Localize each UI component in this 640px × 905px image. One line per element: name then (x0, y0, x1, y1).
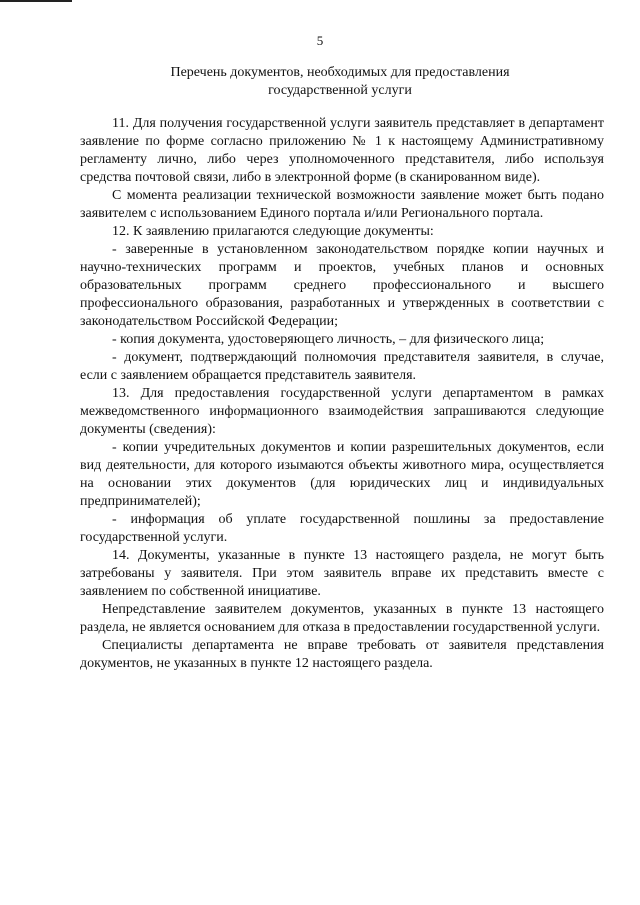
list-item-identity: - копия документа, удостоверяющего личность, – для физического лица; (112, 332, 545, 347)
paragraph-13: 13. Для предоставления государственной услуги департаментом в рамках межведомственного информационного взаимодействия запрашиваются следующие документы (сведения): (80, 386, 604, 437)
page-number: 5 (316, 33, 324, 48)
list-item-authority: - документ, подтверждающий полномочия представителя заявителя, в случае, если с заявлением обращается представитель заявителя. (80, 350, 604, 383)
section-heading (0, 64, 640, 100)
paragraph-non-submission: Непредставление заявителем документов, указанных в пункте 13 настоящего раздела, не является основанием для отказа в предоставлении государственной услуги. (80, 602, 604, 635)
list-item-state-fee: - информация об уплате государственной пошлины за предоставление государственной услуги. (80, 512, 604, 545)
paragraph-portal: С момента реализации технической возможности заявление может быть подано заявителем с использованием Единого портала и/или Регионального портала. (80, 188, 604, 221)
paragraph-11: 11. Для получения государственной услуги заявитель представляет в департамент заявление по форме согласно приложению № 1 к настоящему Административному регламенту лично, либо через уполномоченного представителя, либо используя средства почтовой связи, либо в электронной форме (в сканированном виде). (80, 116, 604, 185)
list-item-founding-docs: - копии учредительных документов и копии разрешительных документов, если вид деятельности, для которого изымаются объекты животного мира, осуществляется на основании этих документов (для юридических лиц и индивидуальных предпринимателей); (80, 440, 604, 509)
heading-line-2: государственной услуги (268, 83, 412, 98)
paragraph-14: 14. Документы, указанные в пункте 13 настоящего раздела, не могут быть затребованы у заявителя. При этом заявитель вправе их представить вместе с заявлением по собственной инициативе. (80, 548, 604, 599)
list-item-programs: - заверенные в установленном законодательством порядке копии научных и научно-технических программ и проектов, учебных планов и основных образовательных программ среднего профессионального и высшего профессионального образования, разработанных и утвержденных в соответствии с законодательством Российской Федерации; (80, 242, 604, 329)
paragraph-specialists: Специалисты департамента не вправе требовать от заявителя представления документов, не указанных в пункте 12 настоящего раздела. (80, 638, 604, 671)
document-body (80, 115, 604, 673)
scan-edge-mark (0, 0, 72, 2)
paragraph-12: 12. К заявлению прилагаются следующие документы: (112, 224, 434, 239)
heading-line-1: Перечень документов, необходимых для предоставления (170, 65, 510, 80)
